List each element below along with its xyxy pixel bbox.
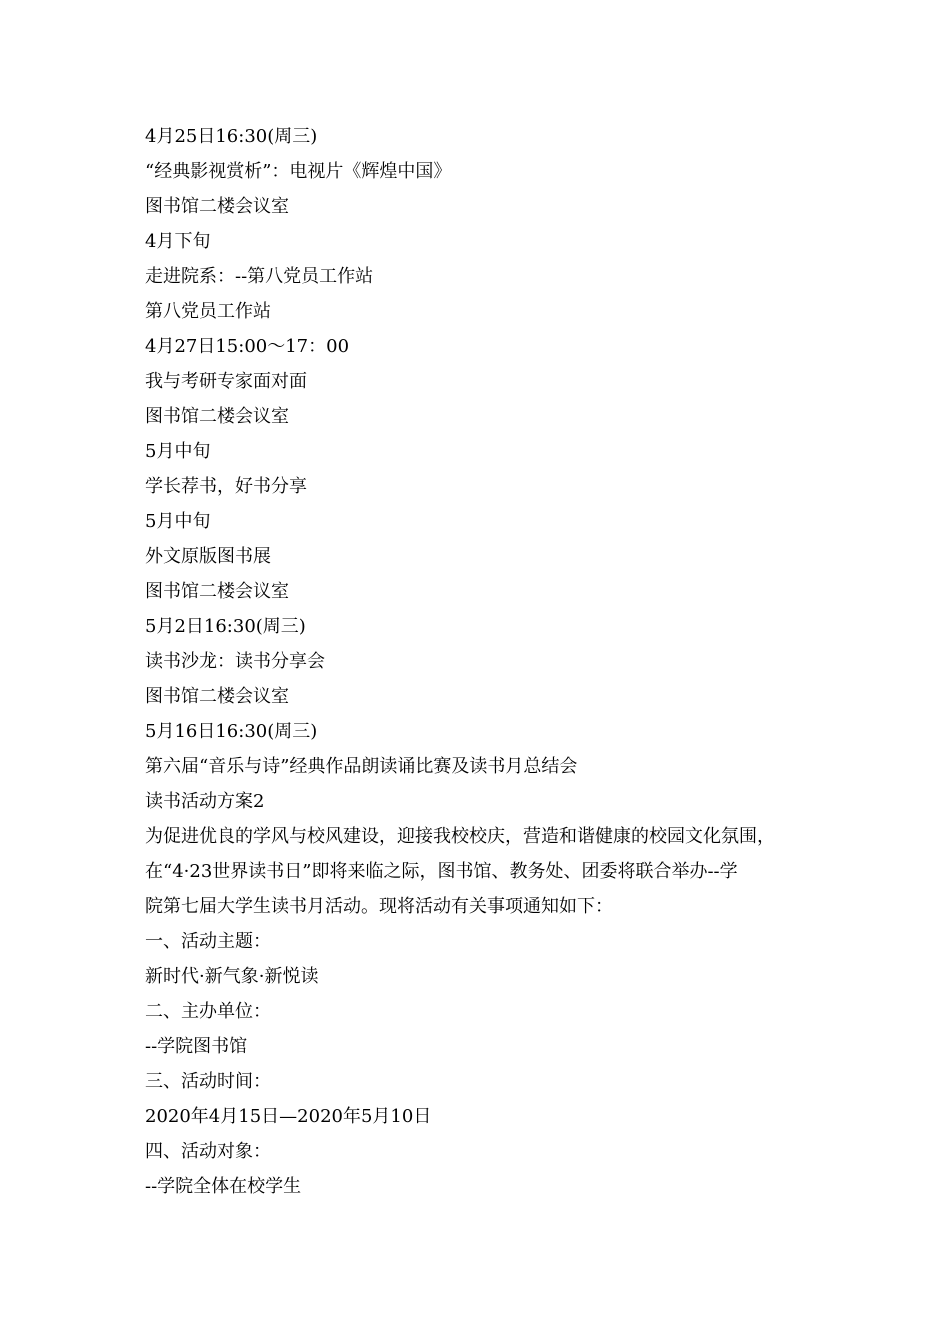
schedule-line: 4月27日15:00～17：00: [145, 336, 350, 357]
document-body: [145, 119, 845, 1204]
section-value-theme: 新时代·新气象·新悦读: [145, 966, 319, 987]
schedule-line: 5月2日16:30(周三): [145, 616, 306, 637]
section-value-organizer: --学院图书馆: [145, 1036, 248, 1057]
schedule-line: 图书馆二楼会议室: [145, 406, 289, 427]
schedule-line: 图书馆二楼会议室: [145, 581, 289, 602]
schedule-line: 第八党员工作站: [145, 301, 271, 322]
schedule-line: 读书沙龙：读书分享会: [145, 651, 325, 672]
section-value-time: 2020年4月15日—2020年5月10日: [145, 1106, 432, 1127]
schedule-line: 第六届“音乐与诗”经典作品朗读诵比赛及读书月总结会: [145, 756, 578, 777]
section-value-audience: --学院全体在校学生: [145, 1176, 302, 1197]
schedule-line: 走进院系：--第八党员工作站: [145, 266, 374, 287]
schedule-line: 我与考研专家面对面: [145, 371, 307, 392]
schedule-line: 5月中旬: [145, 441, 211, 462]
section-title: 读书活动方案2: [145, 791, 265, 812]
section-heading-theme: 一、活动主题：: [145, 931, 271, 952]
schedule-line: 5月16日16:30(周三): [145, 721, 318, 742]
schedule-line: 5月中旬: [145, 511, 211, 532]
schedule-line: 图书馆二楼会议室: [145, 686, 289, 707]
intro-paragraph-line: 在“4·23世界读书日”即将来临之际，图书馆、教务处、团委将联合举办--学: [145, 861, 738, 882]
section-heading-audience: 四、活动对象：: [145, 1141, 271, 1162]
intro-paragraph-line: 为促进优良的学风与校风建设，迎接我校校庆，营造和谐健康的校园文化氛围，: [145, 826, 775, 847]
schedule-line: 图书馆二楼会议室: [145, 196, 289, 217]
section-heading-time: 三、活动时间：: [145, 1071, 271, 1092]
schedule-line: 4月25日16:30(周三): [145, 126, 318, 147]
schedule-line: 外文原版图书展: [145, 546, 271, 567]
schedule-line: 学长荐书，好书分享: [145, 476, 307, 497]
intro-paragraph-line: 院第七届大学生读书月活动。现将活动有关事项通知如下：: [145, 896, 613, 917]
schedule-line: “经典影视赏析”：电视片《辉煌中国》: [145, 161, 452, 182]
section-heading-organizer: 二、主办单位：: [145, 1001, 271, 1022]
schedule-line: 4月下旬: [145, 231, 211, 252]
